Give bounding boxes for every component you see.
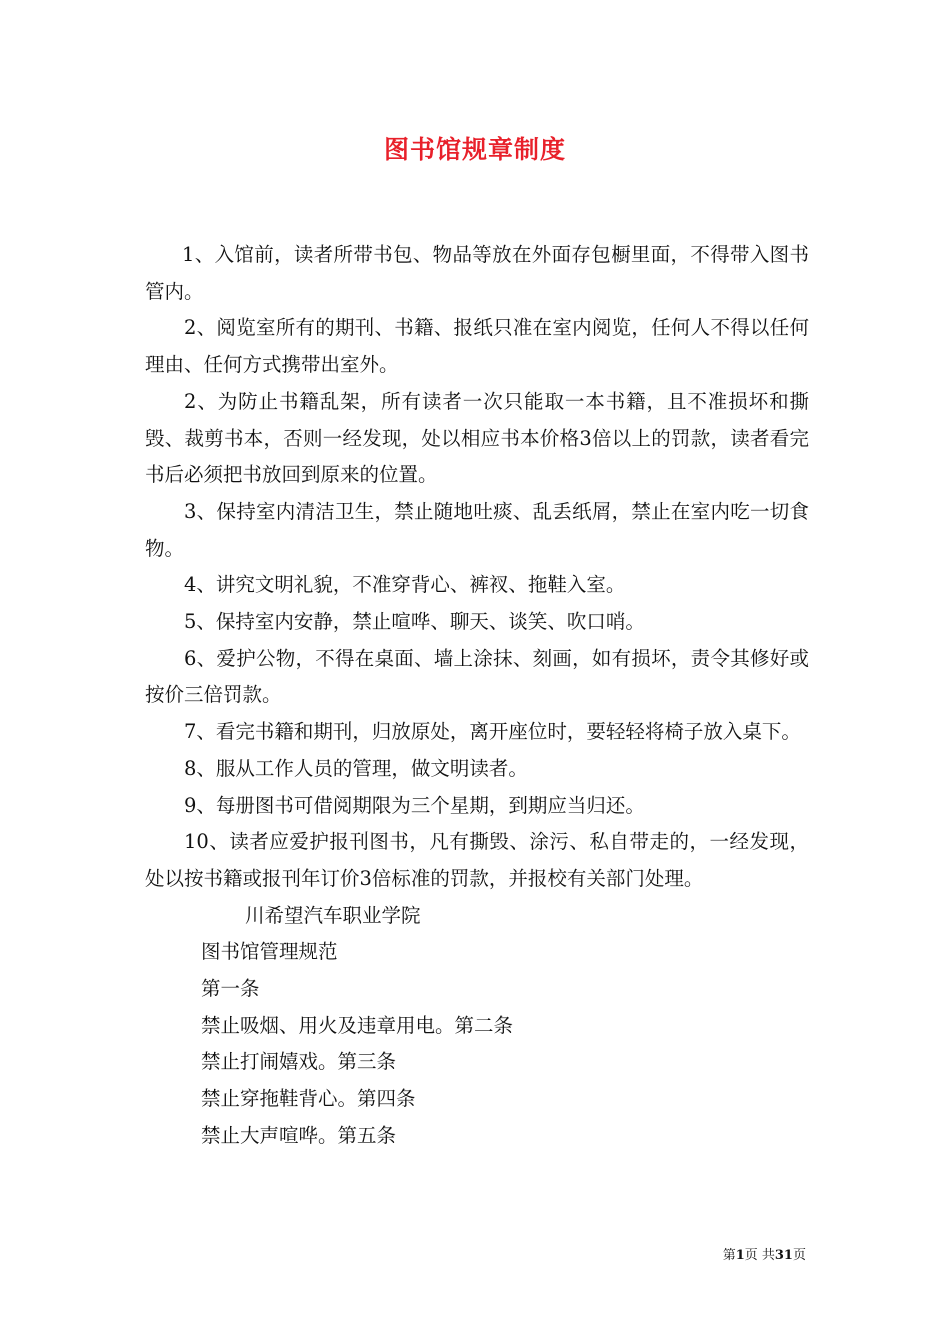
footer-suffix: 页 xyxy=(792,1248,806,1263)
page-number-footer xyxy=(723,1244,806,1263)
total-page-count: 31 xyxy=(774,1248,793,1263)
document-body xyxy=(145,237,809,1155)
article-line: 禁止吸烟、用火及违章用电。第二条 xyxy=(201,1013,514,1037)
organization-name: 川希望汽车职业学院 xyxy=(245,903,421,927)
rule-paragraph: 6、爱护公物，不得在桌面、墙上涂抹、刻画，如有损坏，责令其修好或按价三倍罚款。 xyxy=(145,646,809,707)
rule-paragraph: 10、读者应爱护报刊图书，凡有撕毁、涂污、私自带走的，一经发现，处以按书籍或报刊年订价3倍标准的罚款，并报校有关部门处理。 xyxy=(145,830,809,890)
article-line: 禁止打闹嬉戏。第三条 xyxy=(201,1050,397,1074)
rule-paragraph: 7、看完书籍和期刊，归放原处，离开座位时，要轻轻将椅子放入桌下。 xyxy=(184,720,801,744)
article-line: 禁止大声喧哗。第五条 xyxy=(201,1123,397,1147)
rule-paragraph: 3、保持室内清洁卫生，禁止随地吐痰、乱丢纸屑，禁止在室内吃一切食物。 xyxy=(145,499,809,560)
rule-paragraph: 1、入馆前，读者所带书包、物品等放在外面存包橱里面，不得带入图书管内。 xyxy=(145,243,809,303)
article-line: 第一条 xyxy=(201,977,260,1001)
footer-middle: 页 共 xyxy=(744,1248,775,1263)
rule-paragraph: 4、讲究文明礼貌，不准穿背心、裤衩、拖鞋入室。 xyxy=(184,573,626,597)
rule-paragraph: 2、阅览室所有的期刊、书籍、报纸只准在室内阅览，任何人不得以任何理由、任何方式携带出室外。 xyxy=(145,316,809,377)
current-page-number: 1 xyxy=(735,1248,745,1263)
section-title: 图书馆管理规范 xyxy=(201,940,338,964)
footer-prefix: 第 xyxy=(722,1248,736,1263)
document-title: 图书馆规章制度 xyxy=(383,135,566,164)
rule-paragraph: 9、每册图书可借阅期限为三个星期，到期应当归还。 xyxy=(184,793,645,817)
rule-paragraph: 2、为防止书籍乱架，所有读者一次只能取一本书籍，且不准损坏和撕毁、裁剪书本，否则一经发现，处以相应书本价格3倍以上的罚款，读者看完书后必须把书放回到原来的位置。 xyxy=(145,389,809,487)
article-line: 禁止穿拖鞋背心。第四条 xyxy=(201,1087,416,1111)
rule-paragraph: 8、服从工作人员的管理，做文明读者。 xyxy=(184,756,528,780)
rule-paragraph: 5、保持室内安静，禁止喧哗、聊天、谈笑、吹口哨。 xyxy=(184,610,645,634)
